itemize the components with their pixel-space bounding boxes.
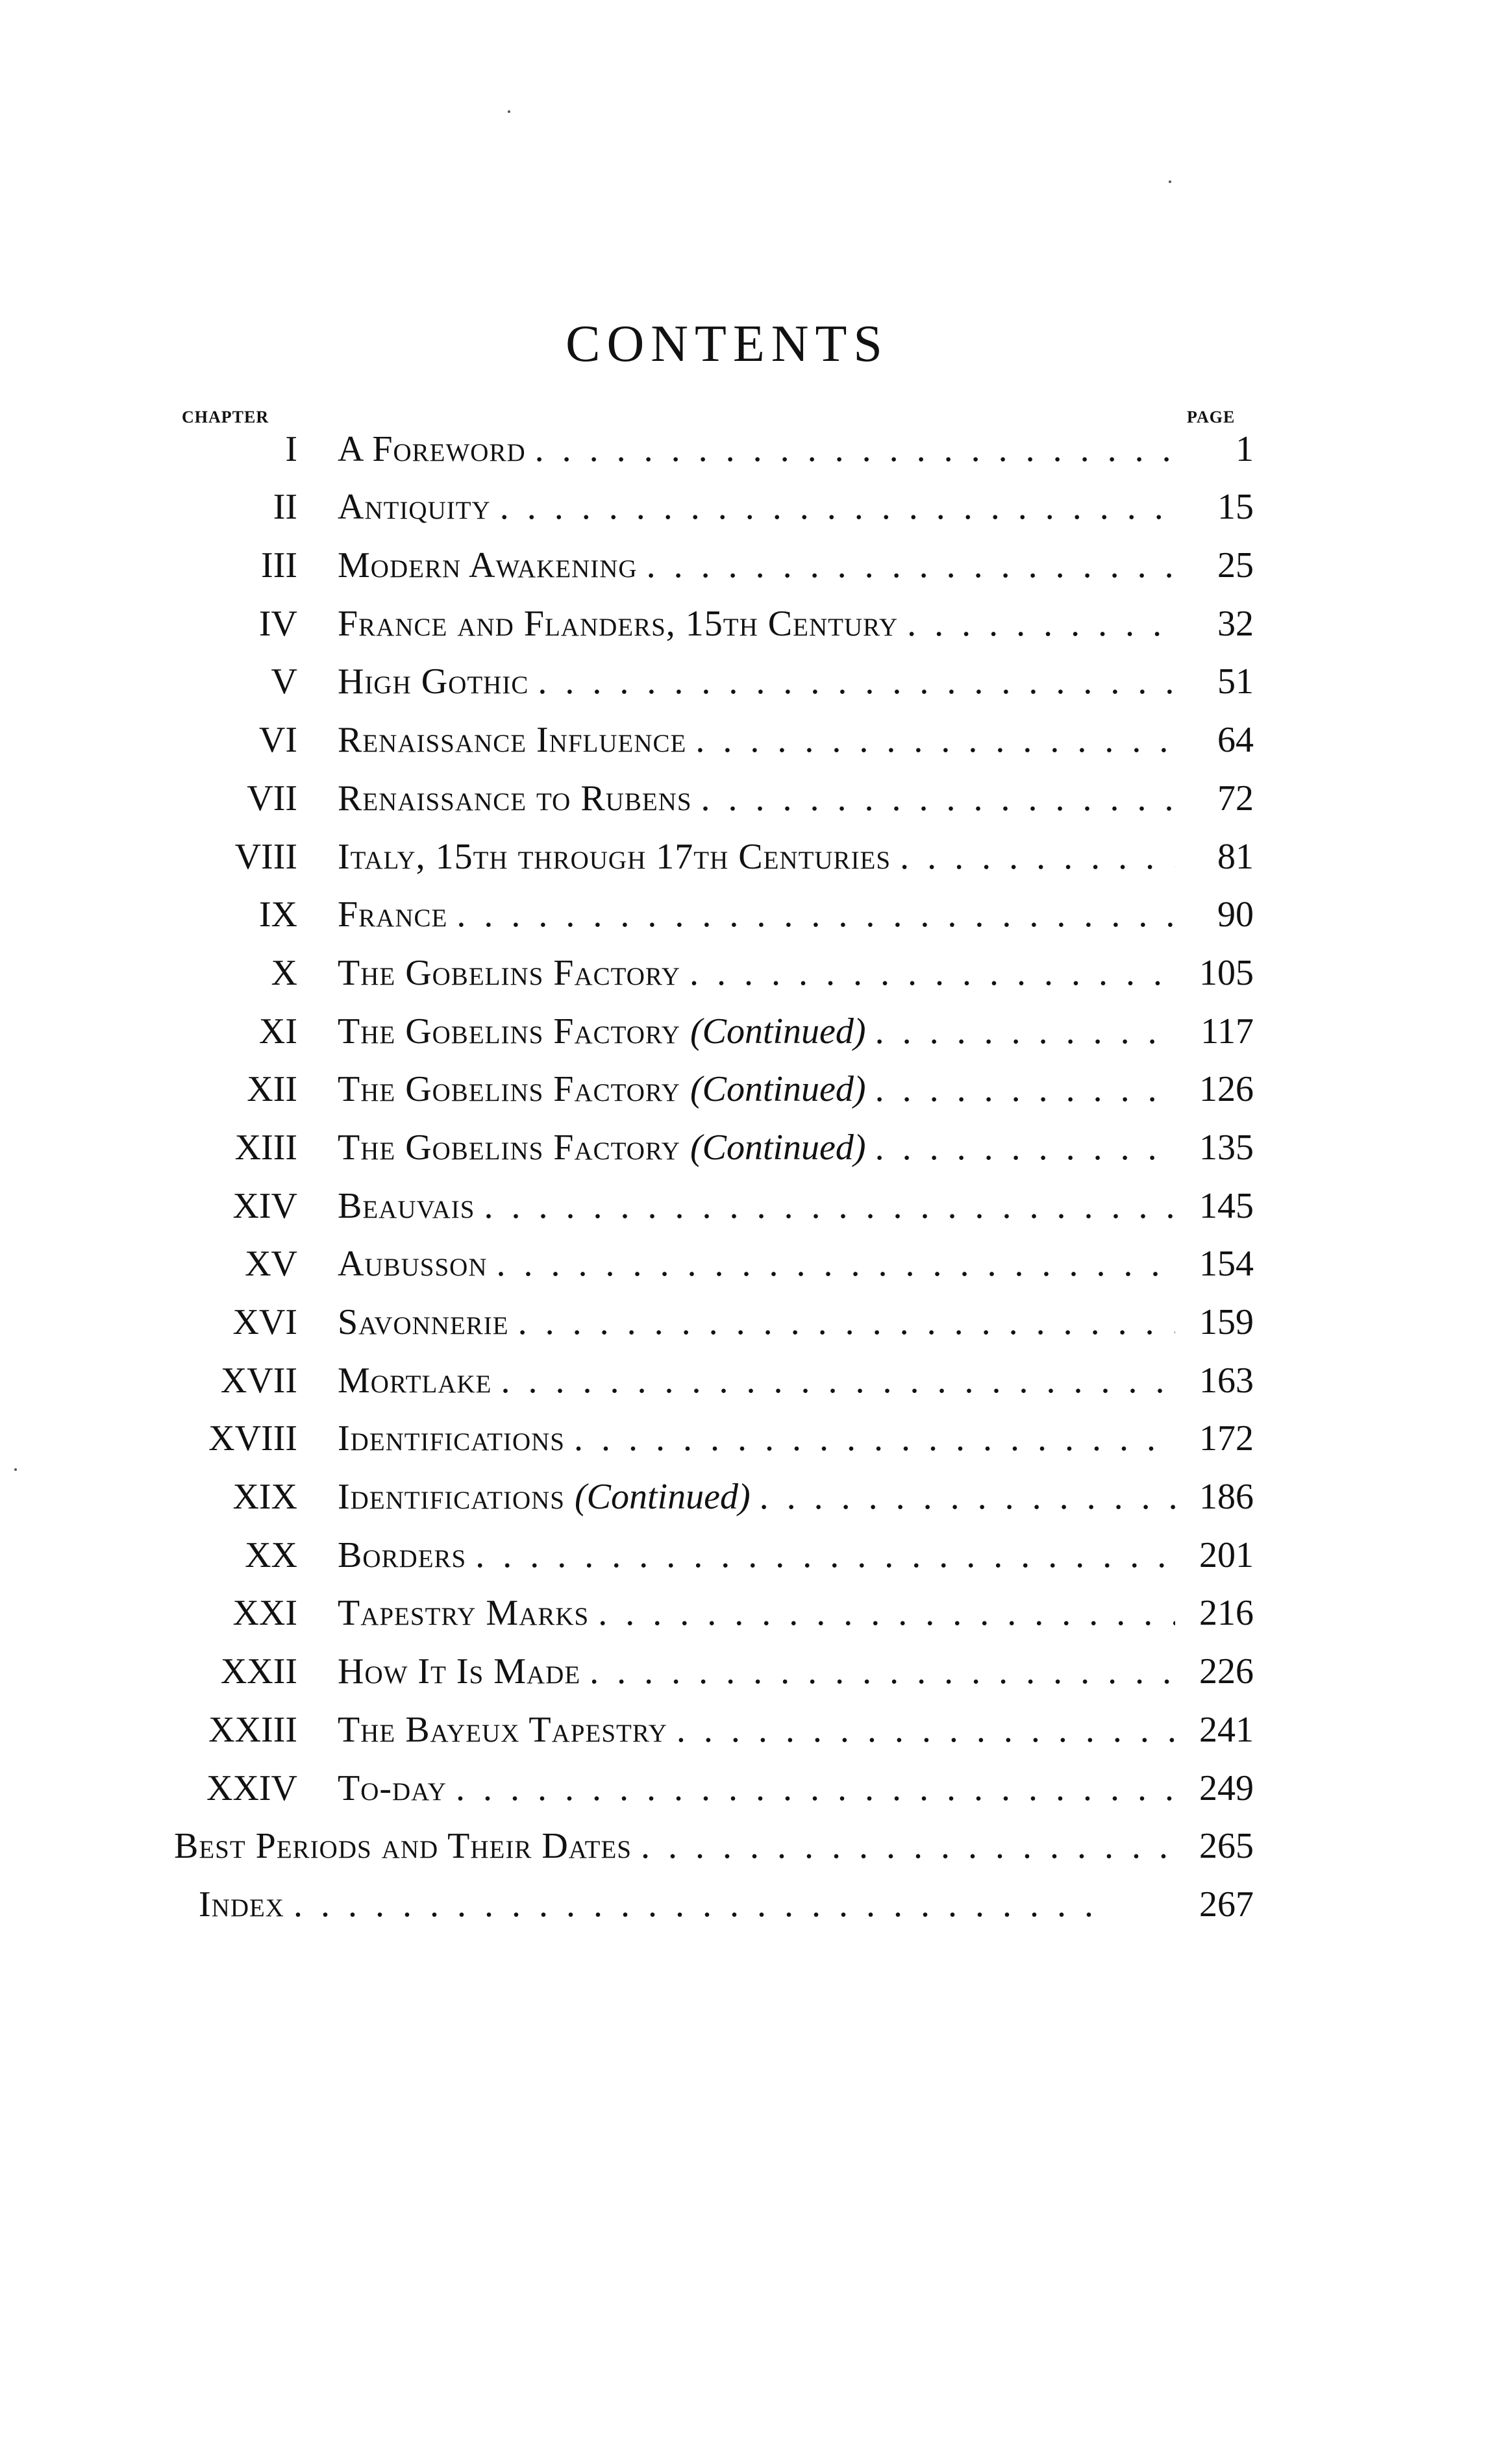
page-number: 117 <box>1200 1011 1254 1052</box>
chapter-number: XV <box>245 1244 297 1285</box>
page-number: 105 <box>1199 952 1254 993</box>
toc-entry <box>0 1586 1492 1645</box>
toc-entry <box>0 713 1492 771</box>
chapter-number: VII <box>247 778 297 819</box>
chapter-number: XVII <box>220 1360 297 1401</box>
chapter-column-header: CHAPTER <box>182 408 269 426</box>
chapter-title: Tapestry Marks . . <box>338 1592 1175 1634</box>
toc-entry <box>0 946 1492 1004</box>
chapter-title: Italy, 15th through 17th Centuries . . <box>338 836 1175 878</box>
chapter-number: XXIII <box>208 1709 297 1750</box>
toc-entry <box>0 1761 1492 1819</box>
chapter-title: Beauvais . . <box>338 1185 1175 1227</box>
page-number: 163 <box>1199 1360 1254 1401</box>
chapter-number: XVIII <box>208 1418 297 1459</box>
page-number: 249 <box>1199 1768 1254 1808</box>
chapter-title: The Gobelins Factory (Continued) . . <box>338 1127 1175 1168</box>
page-number: 154 <box>1199 1244 1254 1285</box>
chapter-number: XXIV <box>206 1768 297 1808</box>
page-number: 145 <box>1199 1185 1254 1226</box>
page-number: 186 <box>1199 1477 1254 1518</box>
page-number: 135 <box>1199 1127 1254 1168</box>
paper-speck <box>1169 180 1171 183</box>
page-number: 90 <box>1217 894 1254 935</box>
toc-entry <box>0 480 1492 539</box>
page-number: 25 <box>1217 545 1254 586</box>
toc-entry <box>0 422 1492 480</box>
toc-entry <box>0 1528 1492 1586</box>
chapter-title: To-day . . <box>338 1768 1175 1809</box>
chapter-number: I <box>285 428 297 469</box>
page-number: 216 <box>1199 1593 1254 1634</box>
chapter-title: The Gobelins Factory (Continued) . . <box>338 1068 1175 1110</box>
chapter-title: Savonnerie . . <box>338 1301 1175 1343</box>
chapter-title: The Gobelins Factory (Continued) . . <box>338 1011 1175 1052</box>
toc-entry <box>0 597 1492 655</box>
toc-entry <box>0 538 1492 597</box>
chapter-number: III <box>261 545 297 586</box>
chapter-number: IV <box>258 603 297 644</box>
chapter-number: XIX <box>232 1477 297 1518</box>
chapter-number: X <box>271 952 297 993</box>
chapter-title: How It Is Made . . <box>338 1651 1175 1692</box>
toc-entry <box>0 1353 1492 1412</box>
back-matter-title: Best Periods and Their Dates . . <box>174 1825 1175 1867</box>
chapter-title: Antiquity . . <box>338 486 1175 528</box>
chapter-title: France and Flanders, 15th Century . . <box>338 603 1175 645</box>
page-number: 201 <box>1199 1534 1254 1575</box>
toc-entry <box>0 1703 1492 1761</box>
chapter-number: XIII <box>234 1127 297 1168</box>
chapter-number: XXI <box>232 1593 297 1634</box>
chapter-title: France . . <box>338 894 1175 935</box>
chapter-number: XVI <box>232 1302 297 1342</box>
toc-entry <box>0 1004 1492 1063</box>
chapter-title: Modern Awakening . . <box>338 545 1175 586</box>
page-number: 241 <box>1199 1709 1254 1750</box>
index-title: Index . . <box>199 1884 1175 1925</box>
chapter-number: VI <box>258 720 297 761</box>
chapter-title: Mortlake . . <box>338 1360 1175 1401</box>
paper-speck <box>14 1468 17 1471</box>
continued-note: (Continued) <box>574 1477 751 1518</box>
chapter-title: A Foreword . . <box>338 428 1175 470</box>
chapter-title: The Bayeux Tapestry . . <box>338 1709 1175 1751</box>
chapter-title: Borders . . <box>338 1534 1175 1576</box>
page-number: 126 <box>1199 1069 1254 1110</box>
page-number: 226 <box>1199 1651 1254 1692</box>
page-number: 81 <box>1217 836 1254 877</box>
chapter-number: II <box>273 487 297 528</box>
table-of-contents <box>0 422 1492 1936</box>
chapter-number: XIV <box>232 1185 297 1226</box>
chapter-title: Renaissance to Rubens . . <box>338 778 1175 819</box>
chapter-number: XII <box>247 1069 297 1110</box>
toc-entry <box>0 1063 1492 1121</box>
toc-entry <box>0 1179 1492 1237</box>
page-number: 172 <box>1199 1418 1254 1459</box>
page-number: 64 <box>1217 720 1254 761</box>
continued-note: (Continued) <box>690 1011 866 1052</box>
page-number: 15 <box>1217 487 1254 528</box>
page-number: 1 <box>1236 428 1254 469</box>
toc-entry <box>0 1470 1492 1528</box>
paper-speck <box>508 110 510 113</box>
chapter-title: High Gothic . . <box>338 661 1175 702</box>
chapter-title: Aubusson . . <box>338 1243 1175 1285</box>
page-number: 265 <box>1199 1826 1254 1867</box>
toc-entry-back-matter <box>0 1819 1492 1878</box>
chapter-number: XI <box>258 1011 297 1052</box>
page-number: 32 <box>1217 603 1254 644</box>
chapter-number: V <box>271 661 297 702</box>
toc-entry <box>0 1412 1492 1470</box>
toc-entry <box>0 1644 1492 1703</box>
page-column-header: PAGE <box>1187 408 1236 426</box>
chapter-title: Identifications . . <box>338 1418 1175 1459</box>
toc-entry <box>0 1120 1492 1179</box>
toc-entry <box>0 655 1492 713</box>
toc-entry <box>0 1295 1492 1353</box>
toc-entry <box>0 771 1492 830</box>
chapter-title: Identifications (Continued) . . <box>338 1476 1175 1518</box>
toc-entry <box>0 1237 1492 1296</box>
page-number: 51 <box>1217 661 1254 702</box>
toc-entry <box>0 888 1492 946</box>
chapter-number: XXII <box>220 1651 297 1692</box>
chapter-title: Renaissance Influence . . <box>338 719 1175 761</box>
page-title: CONTENTS <box>566 315 889 373</box>
page-number: 159 <box>1199 1302 1254 1342</box>
page-number: 72 <box>1217 778 1254 819</box>
toc-entry <box>0 830 1492 888</box>
chapter-title: The Gobelins Factory . . <box>338 952 1175 994</box>
chapter-number: VIII <box>234 836 297 877</box>
chapter-number: XX <box>245 1534 297 1575</box>
continued-note: (Continued) <box>690 1069 866 1110</box>
chapter-number: IX <box>258 894 297 935</box>
toc-entry-index <box>0 1877 1492 1936</box>
continued-note: (Continued) <box>690 1127 866 1168</box>
page-number: 267 <box>1199 1884 1254 1925</box>
